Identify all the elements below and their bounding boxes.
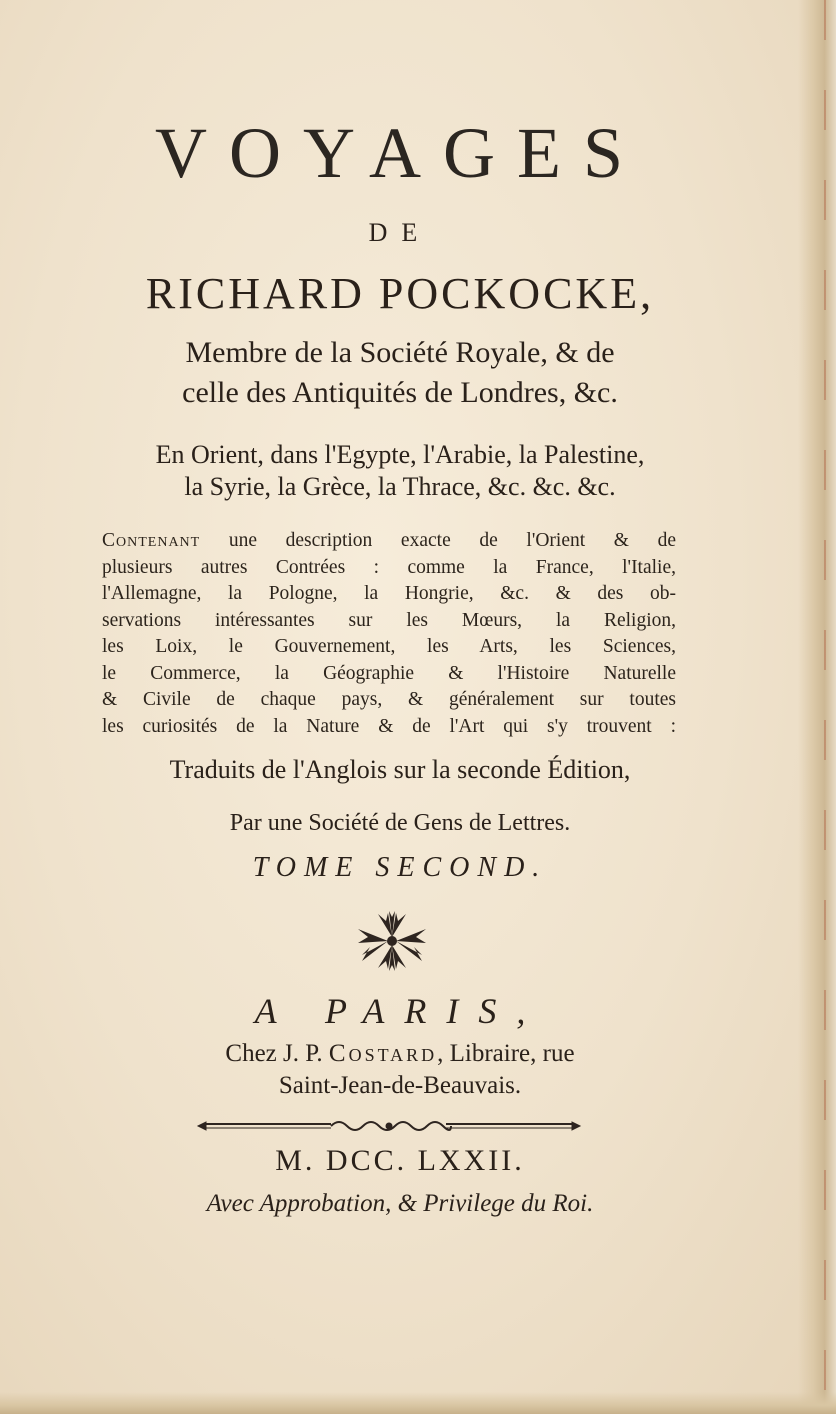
- royal-approbation: Avec Approbation, & Privilege du Roi.: [206, 1190, 594, 1217]
- contents-description: [102, 528, 676, 740]
- contents-line: plusieurs autres Contrées : comme la France, l'Italie,: [102, 556, 676, 578]
- translation-note: Traduits de l'Anglois sur la seconde Édition,: [169, 755, 631, 784]
- membership-line-2: celle des Antiquités de Londres, &c.: [182, 376, 618, 409]
- contents-line: servations intéressantes sur les Mœurs, la Religion,: [102, 609, 676, 631]
- regions-line-1: En Orient, dans l'Egypte, l'Arabie, la Palestine,: [155, 440, 645, 469]
- contents-lead-word: Contenant: [102, 530, 201, 551]
- volume-label: TOME SECOND.: [252, 852, 548, 883]
- publisher-line: Chez J. P. Costard, Libraire, rue: [225, 1040, 575, 1067]
- contents-line: & Civile de chaque pays, & généralement sur toutes: [102, 689, 676, 710]
- publication-year: M. DCC. LXXII.: [275, 1144, 525, 1177]
- publisher-street: Saint-Jean-de-Beauvais.: [278, 1072, 522, 1099]
- page-bottom-edge: [0, 1392, 836, 1414]
- membership-line-1: Membre de la Société Royale, & de: [185, 336, 615, 369]
- book-title: VOYAGES: [154, 113, 646, 193]
- author-name: RICHARD POCKOCKE,: [145, 269, 655, 318]
- contents-line: Contenant une description exacte de l'Orient & de: [102, 530, 676, 551]
- publisher-name: Costard: [328, 1040, 438, 1067]
- contents-line: le Commerce, la Géographie & l'Histoire Naturelle: [102, 662, 676, 684]
- contents-line: les Loix, le Gouvernement, les Arts, les Sciences,: [102, 636, 676, 657]
- page-edge: [798, 0, 836, 1414]
- decorative-rule-icon: [196, 1118, 582, 1134]
- regions-line-2: la Syrie, la Grèce, la Thrace, &c. &c. &c.: [184, 472, 616, 501]
- imprint-place: A PARIS,: [254, 991, 546, 1031]
- contents-line: les curiosités de la Nature & de l'Art qui s'y trouvent :: [102, 715, 676, 737]
- contents-line: l'Allemagne, la Pologne, la Hongrie, &c. & des ob-: [102, 583, 676, 604]
- translators-line: Par une Société de Gens de Lettres.: [229, 810, 571, 836]
- printers-ornament-icon: [356, 908, 428, 974]
- title-preposition: DE: [368, 218, 432, 247]
